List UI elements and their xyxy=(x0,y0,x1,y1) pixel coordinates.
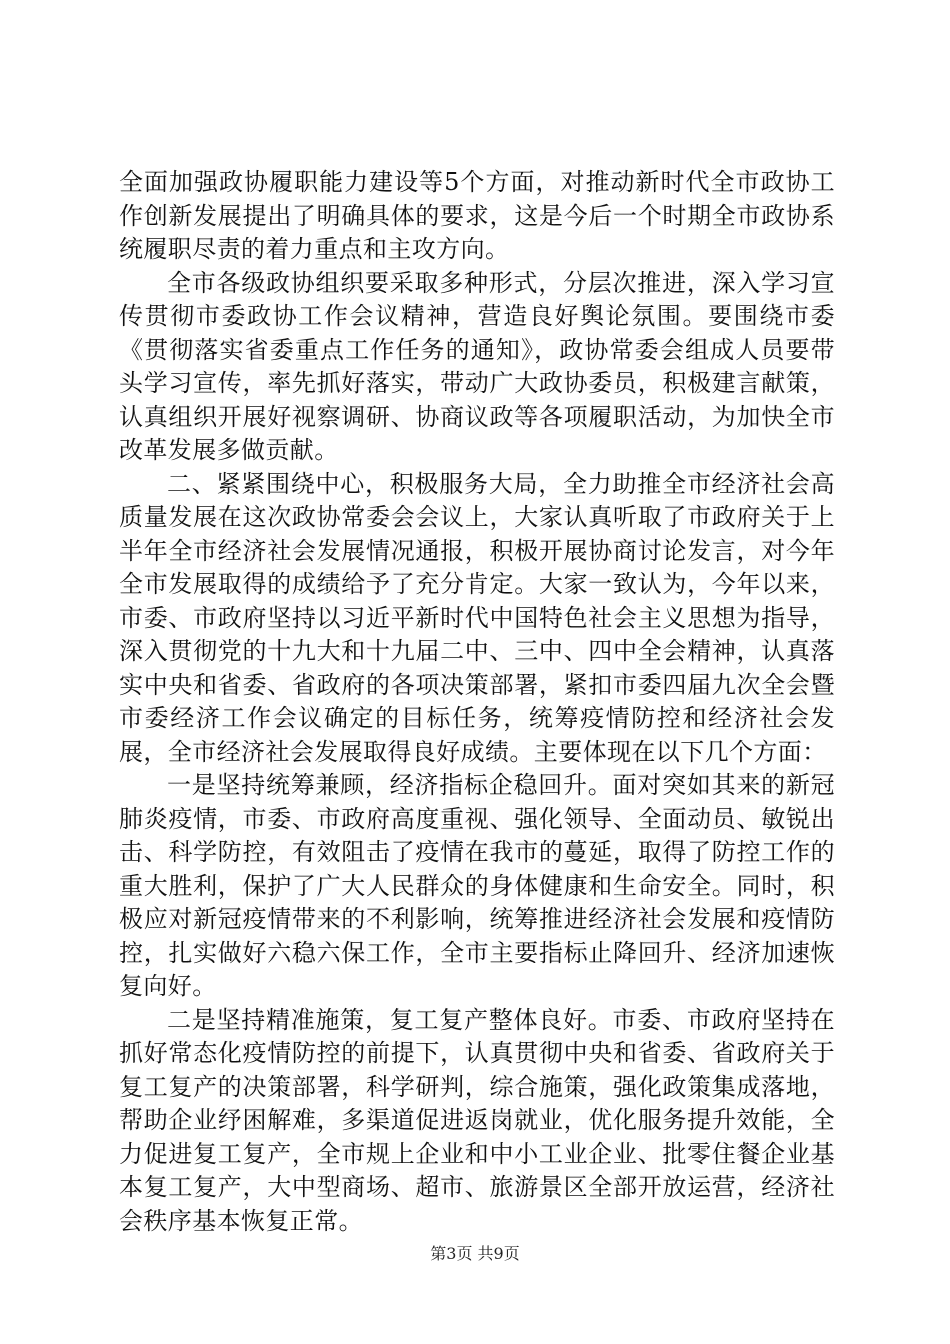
page-number-indicator: 第3页 共9页 xyxy=(430,1244,520,1263)
paragraph-1: 全面加强政协履职能力建设等5个方面，对推动新时代全市政协工作创新发展提出了明确具体的要求，这是今后一个时期全市政协系统履职尽责的着力重点和主攻方向。 xyxy=(119,168,835,263)
document-body xyxy=(119,166,835,1238)
paragraph-5: 二是坚持精准施策，复工复产整体良好。市委、市政府坚持在抓好常态化疫情防控的前提下，认真贯彻中央和省委、省政府关于复工复产的决策部署，科学研判，综合施策，强化政策集成落地，帮助企业纾困解难，多渠道促进返岗就业，优化服务提升效能，全力促进复工复产，全市规上企业和中小工业企业、批零住餐企业基本复工复产，大中型商场、超市、旅游景区全部开放运营，经济社会秩序基本恢复正常。 xyxy=(119,1005,835,1235)
paragraph-4: 一是坚持统筹兼顾，经济指标企稳回升。面对突如其来的新冠肺炎疫情，市委、市政府高度重视、强化领导、全面动员、敏锐出击、科学防控，有效阻击了疫情在我市的蔓延，取得了防控工作的重大胜利，保护了广大人民群众的身体健康和生命安全。同时，积极应对新冠疫情带来的不利影响，统筹推进经济社会发展和疫情防控，扎实做好六稳六保工作，全市主要指标止降回升、经济加速恢复向好。 xyxy=(119,771,835,1000)
paragraph-2: 全市各级政协组织要采取多种形式，分层次推进，深入学习宣传贯彻市委政协工作会议精神，营造良好舆论氛围。要围绕市委《贯彻落实省委重点工作任务的通知》，政协常委会组成人员要带头学习宣传，率先抓好落实，带动广大政协委员，积极建言献策，认真组织开展好视察调研、协商议政等各项履职活动，为加快全市改革发展多做贡献。 xyxy=(119,268,835,464)
paragraph-3: 二、紧紧围绕中心，积极服务大局，全力助推全市经济社会高质量发展在这次政协常委会会议上，大家认真听取了市政府关于上半年全市经济社会发展情况通报，积极开展协商讨论发言，对今年全市发展取得的成绩给予了充分肯定。大家一致认为，今年以来，市委、市政府坚持以习近平新时代中国特色社会主义思想为指导，深入贯彻党的十九大和十九届二中、三中、四中全会精神，认真落实中央和省委、省政府的各项决策部署，紧扣市委四届九次全会暨市委经济工作会议确定的目标任务，统筹疫情防控和经济社会发展，全市经济社会发展取得良好成绩。主要体现在以下几个方面： xyxy=(119,469,835,766)
page-footer xyxy=(0,1244,950,1264)
